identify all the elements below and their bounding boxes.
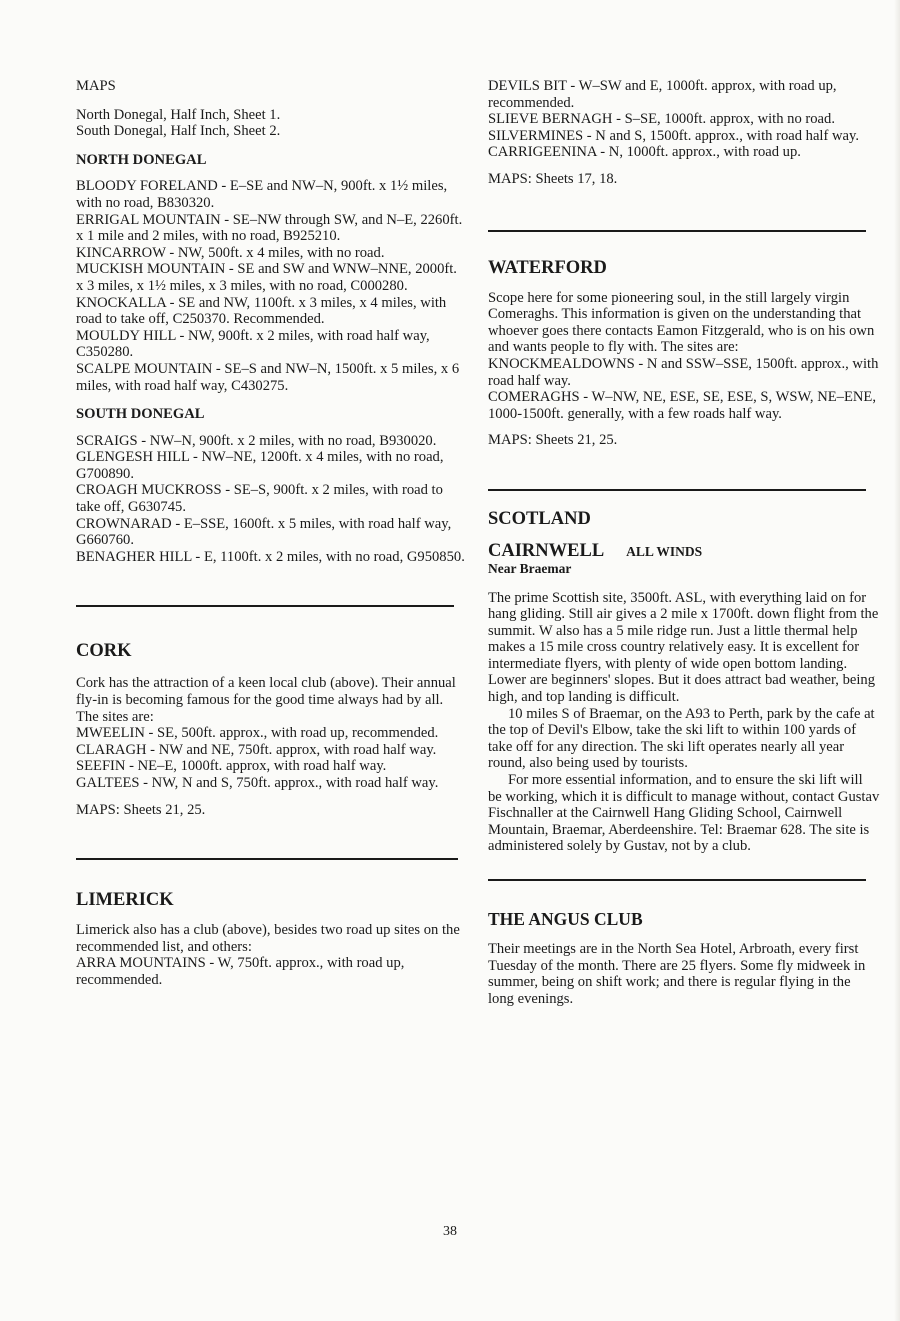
site-entry: BENAGHER HILL - E, 1100ft. x 2 miles, with no road, G950850. — [76, 548, 465, 565]
limerick-maps: MAPS: Sheets 17, 18. — [488, 170, 618, 187]
site-entry: BLOODY FORELAND - E–SE and NW–N, 900ft. x 1½ miles, with no road, B830320. — [76, 178, 448, 211]
site-entry: DEVILS BIT - W–SW and E, 1000ft. approx, with road up, recommended. — [488, 78, 837, 111]
site-entry: MWEELIN - SE, 500ft. approx., with road up, recommended. — [76, 725, 439, 742]
waterford-maps: MAPS: Sheets 21, 25. — [488, 432, 618, 449]
site-entry: ERRIGAL MOUNTAIN - SE–NW through SW, and N–E, 2260ft. x 1 mile and 2 miles, with no road, B925210. — [76, 211, 463, 245]
site-entry: CLARAGH - NW and NE, 750ft. approx, with road half way. — [76, 741, 437, 758]
maps-heading: MAPS — [76, 78, 116, 94]
site-entry: COMERAGHS - W–NW, NE, ESE, SE, ESE, S, WSW, NE–ENE, 1000-1500ft. generally, with a few roads half way. — [488, 389, 876, 422]
site-entry: KNOCKALLA - SE and NW, 1100ft. x 3 miles, x 4 miles, with road to take off, C250370. Recommended. — [76, 294, 447, 328]
limerick-intro: Limerick also has a club (above), besides two road up sites on the recommended list, and others: — [76, 922, 460, 955]
section-divider — [76, 605, 454, 607]
site-entry: KNOCKMEALDOWNS - N and SSW–SSE, 1500ft. approx., with road half way. — [488, 355, 879, 389]
location-subtitle: Near Braemar — [488, 560, 572, 576]
cairnwell-title: CAIRNWELL — [488, 540, 605, 561]
section-divider — [76, 858, 458, 860]
waterford-intro: Scope here for some pioneering soul, in the still largely virgin Comeraghs. This information is given on the understanding that whoever goes there contacts Eamon Fitzgerald, who is on his own and wants people to fly with. The sites are: — [488, 289, 875, 356]
site-entry: MUCKISH MOUNTAIN - SE and SW and WNW–NNE, 2000ft. x 3 miles, x 1½ miles, x 3 miles, with no road, C000280. — [76, 261, 457, 294]
site-entry: CARRIGEENINA - N, 1000ft. approx., with road up. — [488, 144, 801, 161]
section-divider — [488, 879, 866, 881]
site-entry: SCALPE MOUNTAIN - SE–S and NW–N, 1500ft. x 5 miles, x 6 miles, with road half way, C430275. — [76, 360, 460, 394]
body-paragraph: For more essential information, and to ensure the ski lift will be working, which it is difficult to manage without, contact Gustav Fischnaller at the Cairnwell Hang Gliding School, Cairnwell Mountain, Braemar, Aberdeenshire. Tel: Braemar 628. The site is administered solely by Gustav, not by a club. — [488, 772, 880, 855]
page-edge — [894, 0, 900, 1321]
limerick-heading: LIMERICK — [76, 890, 174, 911]
site-entry: GLENGESH HILL - NW–NE, 1200ft. x 4 miles, with no road, G700890. — [76, 449, 444, 482]
left-column — [76, 78, 466, 989]
maps-line: North Donegal, Half Inch, Sheet 1. — [76, 106, 281, 123]
section-divider — [488, 230, 866, 232]
section-divider — [488, 489, 866, 491]
south-donegal-heading: SOUTH DONEGAL — [76, 406, 205, 423]
site-entry: MOULDY HILL - NW, 900ft. x 2 miles, with road half way, C350280. — [76, 327, 430, 361]
site-entry: CROWNARAD - E–SSE, 1600ft. x 5 miles, with road half way, G660760. — [76, 515, 452, 549]
site-entry: SLIEVE BERNAGH - S–SE, 1000ft. approx, with no road. — [488, 111, 835, 128]
site-entry: GALTEES - NW, N and S, 750ft. approx., with road half way. — [76, 775, 439, 791]
cork-intro: Cork has the attraction of a keen local club (above). Their annual fly-in is becoming famous for the good time always had by all. The sites are: — [76, 675, 456, 725]
site-entry: KINCARROW - NW, 500ft. x 4 miles, with no road. — [76, 244, 385, 261]
site-entry: SCRAIGS - NW–N, 900ft. x 2 miles, with no road, B930020. — [76, 432, 437, 449]
site-entry: CROAGH MUCKROSS - SE–S, 900ft. x 2 miles, with road to take off, G630745. — [76, 482, 443, 516]
north-donegal-heading: NORTH DONEGAL — [76, 151, 207, 168]
waterford-heading: WATERFORD — [488, 257, 607, 278]
maps-line: South Donegal, Half Inch, Sheet 2. — [76, 123, 281, 140]
angus-heading: THE ANGUS CLUB — [488, 909, 643, 929]
site-entry: SEEFIN - NE–E, 1000ft. approx, with road half way. — [76, 758, 387, 775]
site-entry: ARRA MOUNTAINS - W, 750ft. approx., with road up, recommended. — [76, 955, 405, 988]
cork-heading: CORK — [76, 641, 132, 662]
site-title-row — [488, 541, 880, 561]
scotland-heading: SCOTLAND — [488, 508, 591, 529]
angus-text: Their meetings are in the North Sea Hotel, Arbroath, every first Tuesday of the month. There are 25 flyers. Some fly midweek in summer, being on shift work; and there is regular flying in the long evenings. — [488, 941, 866, 1007]
site-entry: SILVERMINES - N and S, 1500ft. approx., with road half way. — [488, 127, 860, 144]
body-paragraph: The prime Scottish site, 3500ft. ASL, with everything laid on for hang gliding. Still air gives a 2 mile x 1700ft. down flight from the summit. W also has a 5 mile ridge run. Just a little thermal help makes a 15 mile cross country relatively easy. It is excellent for intermediate flyers, with plenty of wide open bottom landing. Lower are beginners' slopes. But it does attract bad weather, being high, and top landing is difficult. — [488, 589, 879, 706]
page-number: 38 — [443, 1224, 457, 1239]
body-paragraph: 10 miles S of Braemar, on the A93 to Perth, park by the cafe at the top of Devil's Elbow, take the ski lift to within 100 yards of take off for any direction. The ski lift operates nearly all year round, also being used by tourists. — [488, 705, 875, 772]
right-column — [488, 78, 880, 1007]
wind-directions: ALL WINDS — [626, 543, 703, 559]
cork-maps: MAPS: Sheets 21, 25. — [76, 801, 206, 818]
